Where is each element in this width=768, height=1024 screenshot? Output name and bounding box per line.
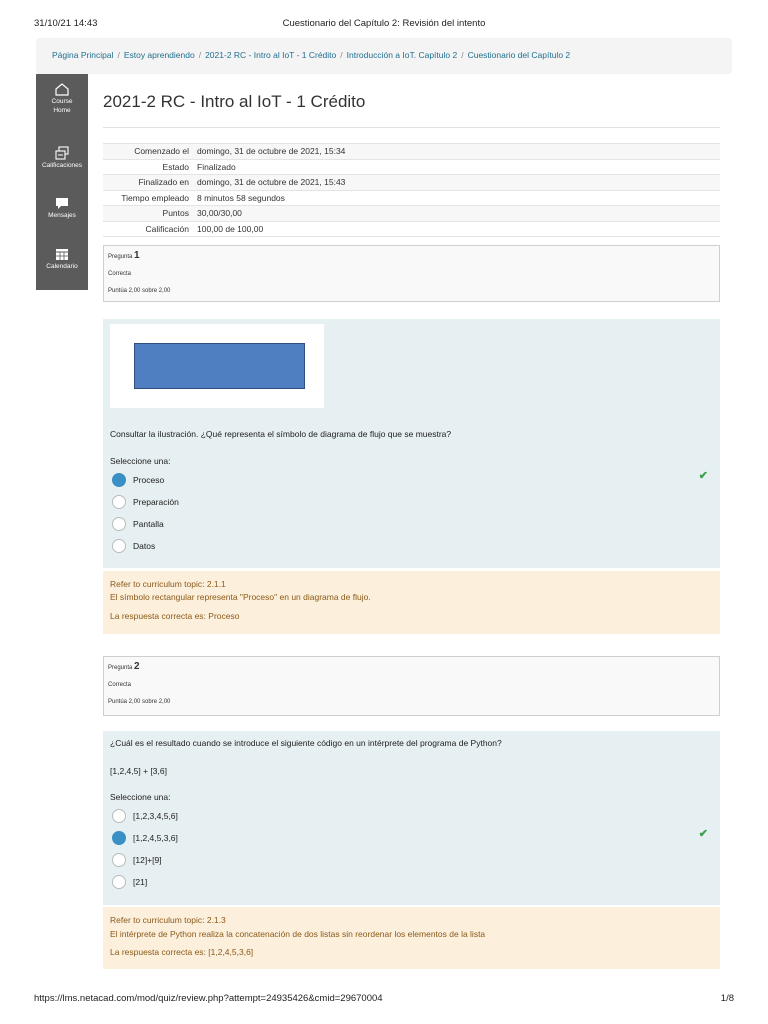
select-one-label: Seleccione una: bbox=[110, 456, 171, 466]
feedback-topic: Refer to curriculum topic: 2.1.1 bbox=[110, 579, 226, 589]
question-feedback-1 bbox=[103, 571, 720, 634]
question-label: Pregunta bbox=[108, 254, 133, 260]
breadcrumb bbox=[36, 38, 732, 74]
answer-option[interactable] bbox=[112, 831, 178, 845]
radio-unselected[interactable] bbox=[112, 875, 126, 889]
summary-value: 8 minutos 58 segundos bbox=[193, 190, 720, 206]
page-title: 2021-2 RC - Intro al IoT - 1 Crédito bbox=[103, 92, 366, 111]
answer-option[interactable] bbox=[112, 495, 179, 509]
feedback-text: El símbolo rectangular representa "Proceso" en un diagrama de flujo. bbox=[110, 592, 371, 602]
select-one-label: Seleccione una: bbox=[110, 792, 171, 802]
print-datetime: 31/10/21 14:43 bbox=[34, 18, 98, 29]
question-number: 1 bbox=[134, 250, 140, 261]
option-label: Preparación bbox=[133, 497, 179, 507]
question-feedback-2 bbox=[103, 907, 720, 969]
answer-option[interactable] bbox=[112, 473, 164, 487]
grades-icon bbox=[55, 146, 69, 160]
question-content-2 bbox=[103, 731, 720, 905]
question-status: Correcta bbox=[108, 682, 132, 688]
nav-item-grades[interactable] bbox=[36, 146, 88, 171]
option-label: [1,2,4,5,3,6] bbox=[133, 833, 178, 843]
question-text: Consultar la ilustración. ¿Qué representa el símbolo de diagrama de flujo que se muestra? bbox=[110, 429, 452, 439]
radio-selected[interactable] bbox=[112, 473, 126, 487]
breadcrumb-home[interactable]: Página Principal bbox=[52, 50, 114, 60]
print-page-number: 1/8 bbox=[720, 993, 734, 1004]
question-number: 2 bbox=[134, 661, 140, 672]
messages-icon bbox=[55, 196, 69, 210]
answer-option[interactable] bbox=[112, 875, 147, 889]
breadcrumb-separator: / bbox=[198, 50, 202, 60]
nav-label: Mensajes bbox=[48, 212, 76, 219]
breadcrumb-separator: / bbox=[461, 50, 464, 60]
code-snippet: [1,2,4,5] + [3,6] bbox=[110, 766, 167, 776]
correct-answer: La respuesta correcta es: [1,2,4,5,3,6] bbox=[110, 947, 254, 957]
summary-row bbox=[103, 144, 720, 160]
breadcrumb-chapter[interactable]: Introducción a IoT. Capítulo 2 bbox=[346, 50, 458, 60]
summary-value: Finalizado bbox=[193, 159, 720, 175]
attempt-summary-table bbox=[103, 143, 720, 237]
nav-label: Calificaciones bbox=[41, 162, 83, 169]
breadcrumb-course[interactable]: 2021-2 RC - Intro al IoT - 1 Crédito bbox=[205, 50, 337, 60]
summary-key: Calificación bbox=[103, 221, 193, 237]
answer-option[interactable] bbox=[112, 853, 162, 867]
breadcrumb-learning[interactable]: Estoy aprendiendo bbox=[123, 50, 195, 60]
question-status: Correcta bbox=[108, 271, 132, 277]
question-score: Puntúa 2,00 sobre 2,00 bbox=[108, 288, 171, 294]
question-text: ¿Cuál es el resultado cuando se introduce el siguiente código en un intérprete del programa de Python? bbox=[110, 738, 502, 748]
summary-row bbox=[103, 159, 720, 175]
option-label: [21] bbox=[133, 877, 148, 887]
summary-key: Comenzado el bbox=[103, 144, 193, 160]
nav-item-calendar[interactable] bbox=[36, 247, 88, 272]
print-url: https://lms.netacad.com/mod/quiz/review.php?attempt=24935426&cmid=29670004 bbox=[34, 993, 383, 1004]
print-header bbox=[34, 18, 734, 30]
summary-row bbox=[103, 175, 720, 191]
summary-key: Finalizado en bbox=[103, 175, 193, 191]
side-navigation bbox=[36, 74, 88, 290]
radio-selected[interactable] bbox=[112, 831, 126, 845]
answer-option[interactable] bbox=[112, 809, 178, 823]
calendar-icon bbox=[55, 247, 69, 261]
breadcrumb-separator: / bbox=[117, 50, 120, 60]
radio-unselected[interactable] bbox=[112, 495, 126, 509]
home-icon bbox=[55, 83, 69, 96]
feedback-topic: Refer to curriculum topic: 2.1.3 bbox=[110, 915, 226, 925]
summary-row bbox=[103, 221, 720, 237]
option-label: [12]+[9] bbox=[133, 855, 162, 865]
summary-row bbox=[103, 190, 720, 206]
breadcrumb-separator: / bbox=[340, 50, 343, 60]
radio-unselected[interactable] bbox=[112, 809, 126, 823]
answer-option[interactable] bbox=[112, 517, 164, 531]
summary-key: Estado bbox=[103, 159, 193, 175]
question-info-2 bbox=[103, 656, 720, 716]
nav-label-line2: Home bbox=[53, 106, 71, 114]
answer-option[interactable] bbox=[112, 539, 155, 553]
nav-item-course-home[interactable] bbox=[36, 83, 88, 115]
summary-key: Puntos bbox=[103, 206, 193, 222]
summary-value: 30,00/30,00 bbox=[193, 206, 720, 222]
option-label: Datos bbox=[133, 541, 156, 551]
question-label: Pregunta bbox=[108, 665, 133, 671]
summary-row bbox=[103, 206, 720, 222]
correct-answer: La respuesta correcta es: Proceso bbox=[110, 611, 240, 621]
summary-value: domingo, 31 de octubre de 2021, 15:34 bbox=[193, 144, 720, 160]
feedback-text: El intérprete de Python realiza la concatenación de dos listas sin reordenar los elementos de la lista bbox=[110, 929, 486, 939]
radio-unselected[interactable] bbox=[112, 517, 126, 531]
radio-unselected[interactable] bbox=[112, 539, 126, 553]
nav-label: Calendario bbox=[46, 263, 78, 270]
print-doc-title: Cuestionario del Capítulo 2: Revisión del intento bbox=[282, 18, 486, 29]
question-info-1 bbox=[103, 245, 720, 302]
option-label: Proceso bbox=[133, 475, 165, 485]
nav-item-messages[interactable] bbox=[36, 196, 88, 221]
option-label: [1,2,3,4,5,6] bbox=[133, 811, 178, 821]
correct-check-icon: ✔ bbox=[698, 470, 708, 482]
summary-value: domingo, 31 de octubre de 2021, 15:43 bbox=[193, 175, 720, 191]
question-score: Puntúa 2,00 sobre 2,00 bbox=[108, 699, 171, 705]
correct-check-icon: ✔ bbox=[698, 828, 708, 840]
radio-unselected[interactable] bbox=[112, 853, 126, 867]
nav-label: Course bbox=[51, 98, 73, 105]
option-label: Pantalla bbox=[133, 519, 164, 529]
question-1-overlay bbox=[103, 319, 720, 568]
title-divider bbox=[103, 127, 720, 128]
summary-key: Tiempo empleado bbox=[103, 190, 193, 206]
summary-value: 100,00 de 100,00 bbox=[193, 221, 720, 237]
breadcrumb-quiz[interactable]: Cuestionario del Capítulo 2 bbox=[467, 50, 571, 60]
